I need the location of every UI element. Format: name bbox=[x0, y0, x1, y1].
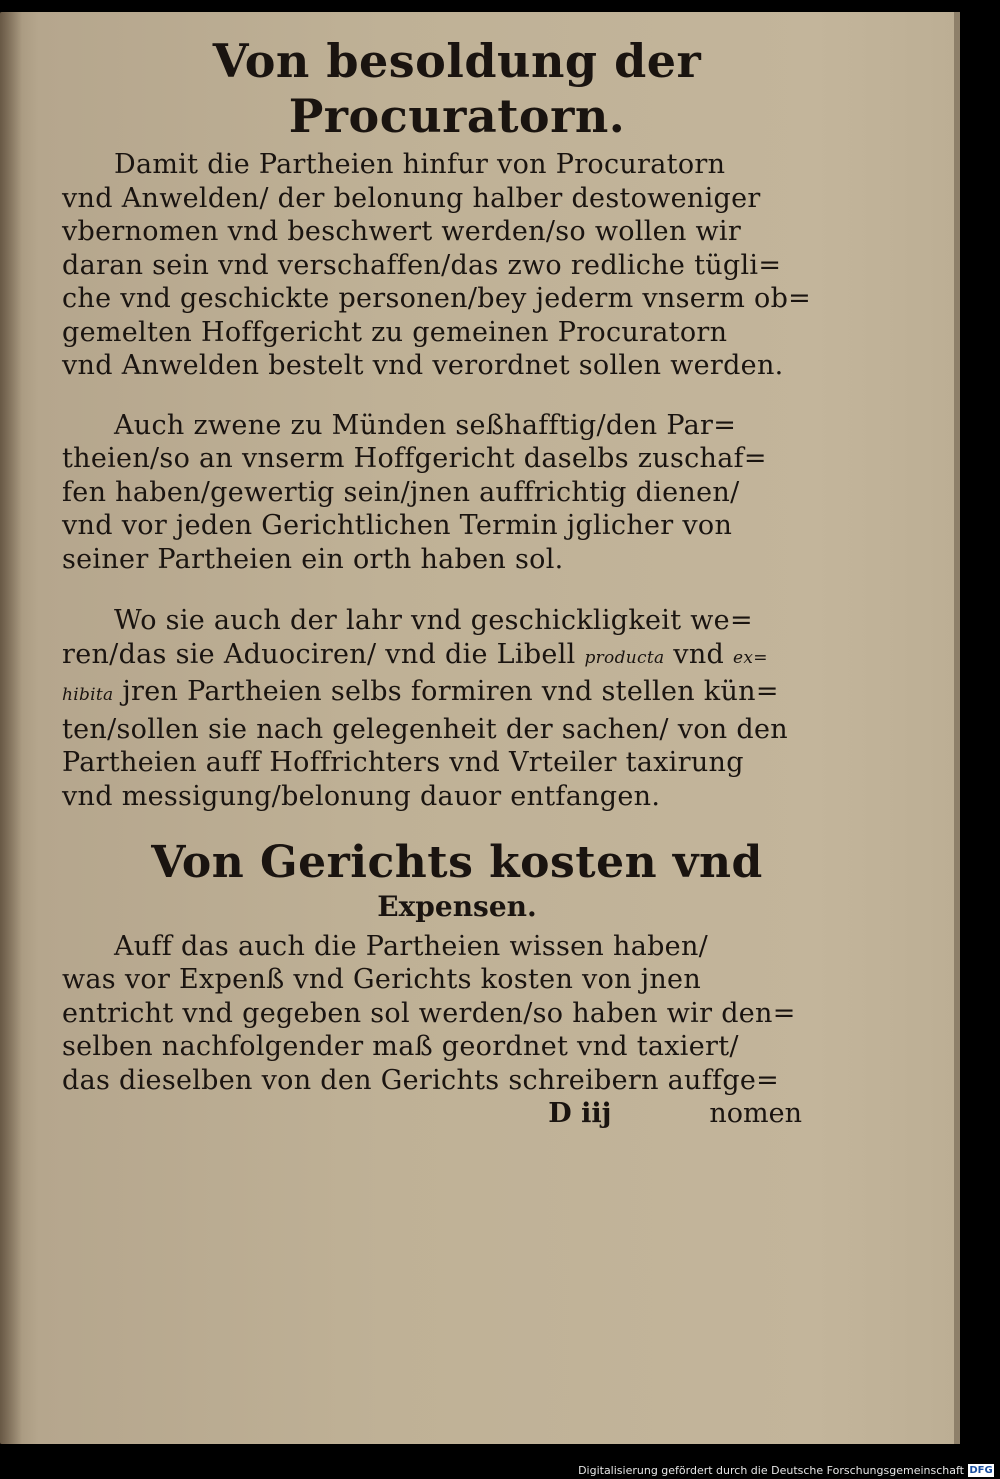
text-line: vbernomen vnd beschwert werden/so wollen wir bbox=[62, 216, 742, 248]
latin-term: hibita bbox=[62, 685, 114, 706]
funding-credit: Digitalisierung gefördert durch die Deutsche Forschungsgemeinschaft bbox=[578, 1464, 964, 1477]
page-text bbox=[62, 34, 852, 1131]
text-line: Wo sie auch der lahr vnd geschickligkeit we= bbox=[114, 605, 753, 637]
text-line: fen haben/gewertig sein/jnen auffrichtig dienen/ bbox=[62, 476, 740, 508]
text-fragment: ren/das sie Aduociren/ vnd die Libell bbox=[62, 638, 585, 670]
text-line: Auch zwene zu Münden seßhafftig/den Par= bbox=[114, 409, 737, 441]
text-line: vnd vor jeden Gerichtlichen Termin jglicher von bbox=[62, 510, 733, 542]
text-line: vnd Anwelden bestelt vnd verordnet sollen werden. bbox=[62, 350, 784, 382]
latin-term: ex= bbox=[733, 647, 768, 668]
text-line bbox=[62, 675, 852, 713]
text-line: gemelten Hoffgericht zu gemeinen Procuratorn bbox=[62, 316, 728, 348]
paragraph-2 bbox=[62, 409, 852, 577]
paragraph-4 bbox=[62, 930, 852, 1098]
text-line: das dieselben von den Gerichts schreibern auffge= bbox=[62, 1064, 780, 1096]
gutter-shadow bbox=[0, 12, 22, 1444]
text-line: daran sein vnd verschaffen/das zwo redliche tügli= bbox=[62, 249, 782, 281]
paragraph-3 bbox=[62, 604, 852, 813]
text-line: che vnd geschickte personen/bey jederm vnserm ob= bbox=[62, 283, 812, 315]
text-line: vnd messigung/belonung dauor entfangen. bbox=[62, 780, 661, 812]
text-line: vnd Anwelden/ der belonung halber destoweniger bbox=[62, 182, 761, 214]
text-line: entricht vnd gegeben sol werden/so haben wir den= bbox=[62, 997, 796, 1029]
section-subheading-expensen: Expensen. bbox=[377, 890, 537, 924]
paragraph-1 bbox=[62, 148, 852, 383]
text-fragment: jren Partheien selbs formiren vnd stellen kün= bbox=[113, 676, 779, 708]
text-line: Damit die Partheien hinfur von Procuratorn bbox=[114, 149, 726, 181]
text-line: was vor Expenß vnd Gerichts kosten von jnen bbox=[62, 964, 702, 996]
signature-mark: D iij bbox=[548, 1098, 612, 1130]
catchword: nomen bbox=[709, 1098, 802, 1130]
latin-term: producta bbox=[584, 647, 665, 668]
page-edge bbox=[954, 12, 960, 1444]
text-line: selben nachfolgender maß geordnet vnd taxiert/ bbox=[62, 1031, 739, 1063]
text-line: Partheien auff Hoffrichters vnd Vrteiler taxirung bbox=[62, 747, 744, 779]
dfg-logo: DFG bbox=[969, 1465, 993, 1476]
text-line: seiner Partheien ein orth haben sol. bbox=[62, 543, 564, 575]
section-heading-procuratorn: Von besoldung der Procuratorn. bbox=[212, 34, 702, 144]
section-heading-gerichtskosten: Von Gerichts kosten vnd bbox=[151, 837, 763, 889]
digitization-footer bbox=[0, 1461, 1000, 1479]
text-fragment: vnd bbox=[664, 638, 734, 670]
text-line bbox=[62, 638, 852, 676]
book-page bbox=[0, 12, 960, 1444]
text-line: ten/sollen sie nach gelegenheit der sachen/ von den bbox=[62, 713, 788, 745]
page-footer bbox=[62, 1097, 852, 1131]
text-line: Auff das auch die Partheien wissen haben/ bbox=[114, 930, 709, 962]
text-line: theien/so an vnserm Hoffgericht daselbs zuschaf= bbox=[62, 443, 767, 475]
